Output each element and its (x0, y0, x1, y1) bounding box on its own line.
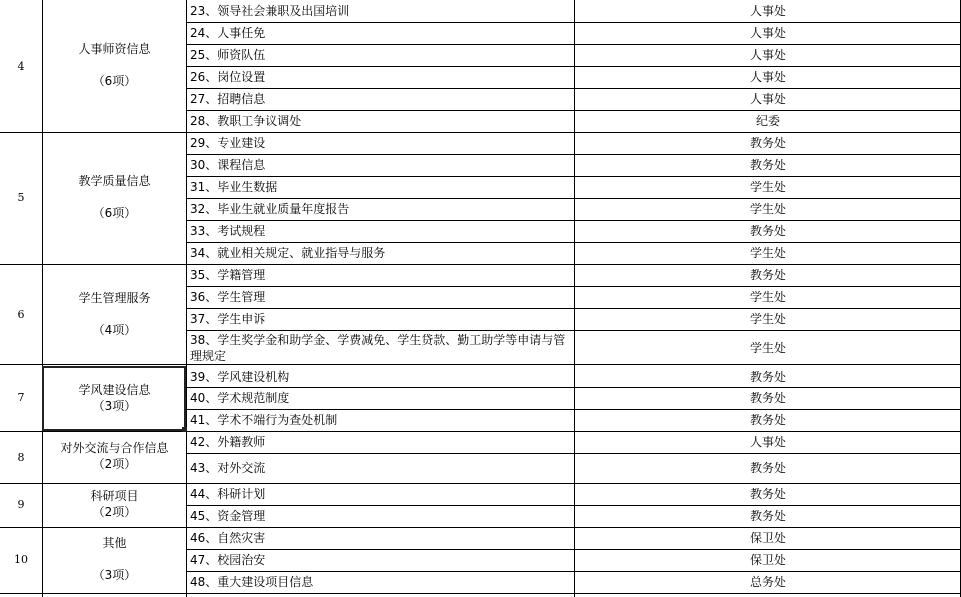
department-cell[interactable]: 学生处 (749, 341, 786, 355)
item-cell[interactable]: 44、科研计划 (190, 487, 266, 501)
department-cell[interactable]: 教务处 (749, 224, 786, 238)
grid-line (186, 110, 961, 111)
grid-line (186, 286, 961, 287)
grid-line (0, 132, 961, 133)
grid-line (186, 0, 187, 597)
category-count-cell[interactable]: （2项） (92, 505, 137, 519)
grid-line (186, 198, 961, 199)
category-title-cell[interactable]: 人事师资信息 (78, 42, 151, 56)
grid-line (186, 549, 961, 550)
department-cell[interactable]: 教务处 (749, 391, 786, 405)
grid-line (0, 364, 961, 365)
item-cell[interactable]: 40、学术规范制度 (190, 391, 290, 405)
department-cell[interactable]: 保卫处 (749, 531, 786, 545)
category-count-cell[interactable]: （3项） (92, 399, 137, 413)
department-cell[interactable]: 人事处 (749, 70, 786, 84)
department-cell[interactable]: 教务处 (749, 509, 786, 523)
department-cell[interactable]: 保卫处 (749, 553, 786, 567)
department-cell[interactable]: 教务处 (749, 370, 786, 384)
department-cell[interactable]: 教务处 (749, 268, 786, 282)
department-cell[interactable]: 教务处 (749, 136, 786, 150)
category-title-cell[interactable]: 学生管理服务 (78, 291, 151, 305)
department-cell[interactable]: 总务处 (749, 575, 786, 589)
grid-line (186, 505, 961, 506)
item-cell[interactable]: 31、毕业生数据 (190, 180, 278, 194)
grid-line (186, 571, 961, 572)
grid-line (186, 387, 961, 388)
grid-line (186, 88, 961, 89)
grid-line (186, 242, 961, 243)
group-number-cell[interactable]: 10 (14, 553, 28, 566)
department-cell[interactable]: 人事处 (749, 435, 786, 449)
grid-line (186, 220, 961, 221)
department-cell[interactable]: 教务处 (749, 487, 786, 501)
grid-line (0, 593, 961, 594)
grid-line (186, 308, 961, 309)
item-cell[interactable]: 32、毕业生就业质量年度报告 (190, 202, 350, 216)
department-cell[interactable]: 学生处 (749, 290, 786, 304)
item-cell[interactable]: 27、招聘信息 (190, 92, 266, 106)
category-title-cell[interactable]: 其他 (102, 536, 127, 550)
item-cell[interactable]: 28、教职工争议调处 (190, 114, 302, 128)
item-cell[interactable]: 26、岗位设置 (190, 70, 266, 84)
category-count-cell[interactable]: （4项） (92, 323, 137, 337)
item-cell[interactable]: 33、考试规程 (190, 224, 266, 238)
grid-line (186, 176, 961, 177)
grid-line (186, 66, 961, 67)
grid-line (0, 483, 961, 484)
department-cell[interactable]: 教务处 (749, 413, 786, 427)
department-cell[interactable]: 纪委 (755, 114, 780, 128)
item-cell[interactable]: 45、资金管理 (190, 509, 266, 523)
group-number-cell[interactable]: 5 (17, 191, 25, 204)
group-number-cell[interactable]: 4 (17, 60, 25, 73)
item-cell[interactable]: 37、学生申诉 (190, 312, 266, 326)
item-cell[interactable]: 46、自然灾害 (190, 531, 266, 545)
department-cell[interactable]: 教务处 (749, 158, 786, 172)
item-cell[interactable]: 29、专业建设 (190, 136, 266, 150)
department-cell[interactable]: 学生处 (749, 180, 786, 194)
item-cell[interactable]: 36、学生管理 (190, 290, 266, 304)
item-cell[interactable]: 34、就业相关规定、就业指导与服务 (190, 246, 386, 260)
category-title-cell[interactable]: 教学质量信息 (78, 174, 151, 188)
item-cell[interactable]: 47、校园治安 (190, 553, 266, 567)
department-cell[interactable]: 学生处 (749, 246, 786, 260)
grid-line (186, 22, 961, 23)
grid-line (0, 527, 961, 528)
item-cell[interactable]: 48、重大建设项目信息 (190, 575, 314, 589)
item-cell[interactable]: 30、课程信息 (190, 158, 266, 172)
department-cell[interactable]: 学生处 (749, 202, 786, 216)
department-cell[interactable]: 人事处 (749, 26, 786, 40)
grid-line (186, 330, 961, 331)
grid-line (0, 431, 961, 432)
item-cell[interactable]: 43、对外交流 (190, 461, 266, 475)
grid-line (186, 44, 961, 45)
item-cell[interactable]: 38、学生奖学金和助学金、学费减免、学生贷款、勤工助学等申请与管理规定 (190, 333, 566, 363)
department-cell[interactable]: 教务处 (749, 461, 786, 475)
category-title-cell[interactable]: 学风建设信息 (78, 383, 151, 397)
category-count-cell[interactable]: （2项） (92, 457, 137, 471)
category-count-cell[interactable]: （3项） (92, 568, 137, 582)
group-number-cell[interactable]: 8 (17, 451, 25, 464)
item-cell[interactable]: 42、外籍教师 (190, 435, 266, 449)
group-number-cell[interactable]: 6 (17, 308, 25, 321)
department-cell[interactable]: 人事处 (749, 92, 786, 106)
item-cell[interactable]: 23、领导社会兼职及出国培训 (190, 4, 350, 18)
selected-cell-outline[interactable] (42, 366, 186, 431)
category-title-cell[interactable]: 对外交流与合作信息 (60, 441, 169, 455)
category-title-cell[interactable]: 科研项目 (90, 489, 139, 503)
grid-line (186, 154, 961, 155)
group-number-cell[interactable]: 9 (17, 498, 25, 511)
group-number-cell[interactable]: 7 (17, 391, 25, 404)
item-cell[interactable]: 35、学籍管理 (190, 268, 266, 282)
category-count-cell[interactable]: （6项） (92, 206, 137, 220)
item-cell[interactable]: 41、学术不端行为查处机制 (190, 413, 338, 427)
grid-line (0, 264, 961, 265)
grid-line (186, 453, 961, 454)
department-cell[interactable]: 人事处 (749, 48, 786, 62)
item-cell[interactable]: 39、学风建设机构 (190, 370, 290, 384)
item-cell[interactable]: 25、师资队伍 (190, 48, 266, 62)
grid-line (186, 409, 961, 410)
department-cell[interactable]: 人事处 (749, 4, 786, 18)
category-count-cell[interactable]: （6项） (92, 74, 137, 88)
department-cell[interactable]: 学生处 (749, 312, 786, 326)
item-cell[interactable]: 24、人事任免 (190, 26, 266, 40)
